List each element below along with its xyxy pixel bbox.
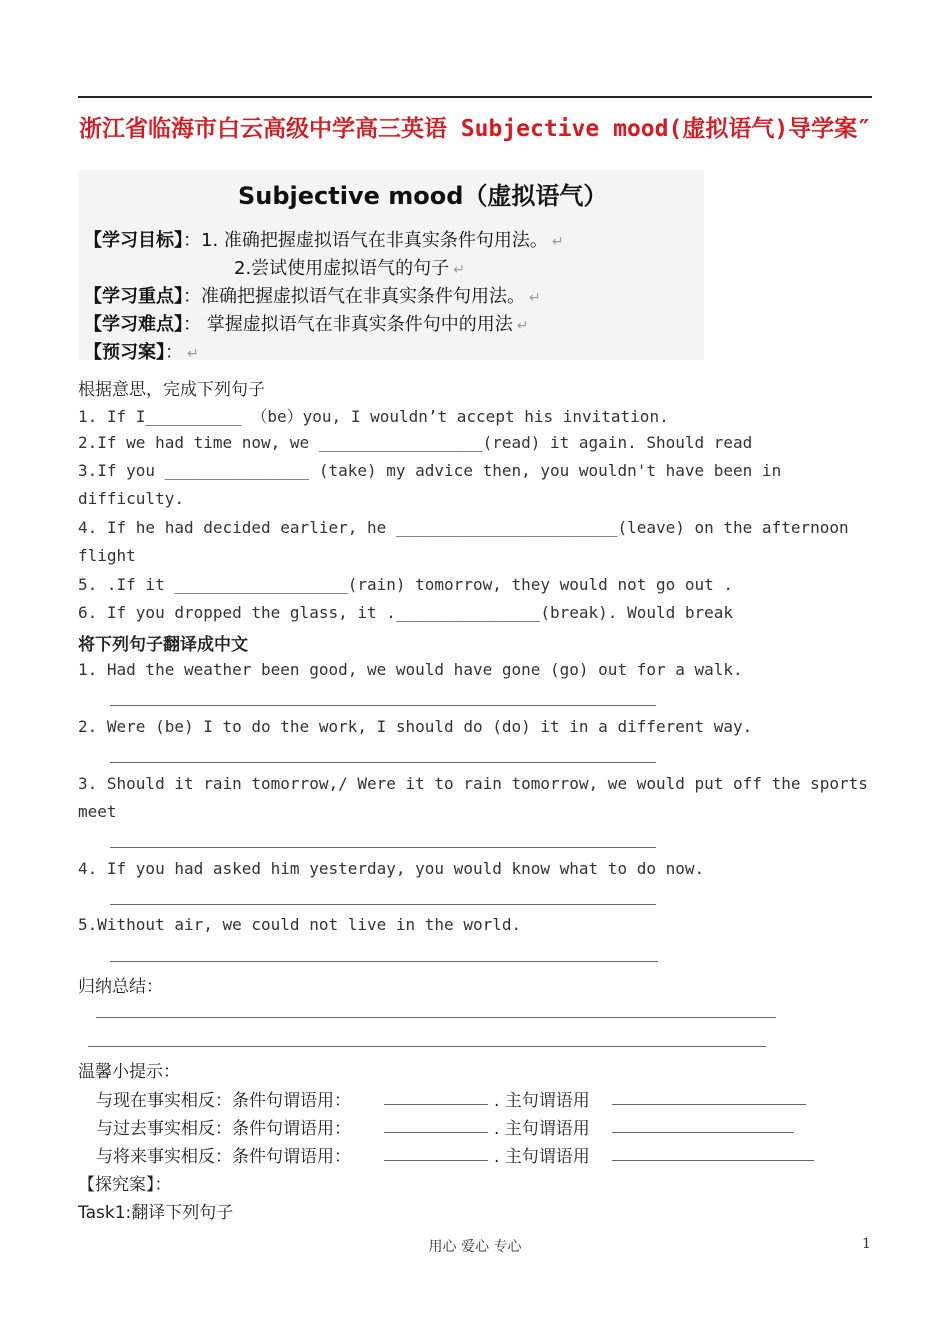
- summary-line: [96, 1017, 776, 1018]
- blank-line: [612, 1132, 794, 1133]
- blank-line: [384, 1160, 488, 1161]
- return-mark-icon: ↵: [516, 318, 529, 334]
- document-title: 浙江省临海市白云高级中学高三英语 Subjective mood(虚拟语气)导学案″: [78, 116, 872, 142]
- preview-text: ：: [165, 342, 183, 363]
- section2-title: 将下列句子翻译成中文: [78, 635, 248, 655]
- embedded-objectives-image: [78, 170, 704, 363]
- task1-label: Task1:翻译下列句子: [78, 1203, 234, 1223]
- goal-row-2: [234, 254, 465, 280]
- embedded-heading: Subjective mood（虚拟语气）: [238, 182, 608, 210]
- summary-label: 归纳总结：: [78, 977, 163, 997]
- return-mark-icon: ↵: [551, 234, 564, 250]
- exercise-item-3-cont: difficulty.: [78, 489, 184, 508]
- tip-row-future: [96, 1142, 351, 1167]
- difficulty-row: [84, 310, 528, 336]
- exercise-item-4-cont: flight: [78, 546, 136, 565]
- tip-lead: 与将来事实相反：条件句谓语用：: [96, 1147, 351, 1167]
- translate-item-3-cont: meet: [78, 802, 117, 821]
- answer-line: [110, 762, 656, 763]
- tip-lead: 与过去事实相反：条件句谓语用：: [96, 1119, 351, 1139]
- blank-line: [612, 1104, 806, 1105]
- tip-lead: 与现在事实相反：条件句谓语用：: [96, 1091, 351, 1111]
- blank-line: [612, 1160, 814, 1161]
- goal-row-1: [84, 226, 564, 252]
- exercise-item-2: 2.If we had time now, we _________________(read) it again. Should read: [78, 433, 753, 452]
- section1-title: 根据意思，完成下列句子: [78, 380, 265, 400]
- difficulty-label: 【学习难点】: [84, 314, 183, 335]
- exercise-item-1: 1. If I__________ （be）you, I wouldn’t accept his invitation.: [78, 407, 669, 426]
- exercise-item-4: 4. If he had decided earlier, he _______________________(leave) on the afternoon: [78, 518, 849, 537]
- exercise-item-3: 3.If you _______________ (take) my advice then, you wouldn't have been in: [78, 461, 782, 480]
- blank-line: [384, 1104, 488, 1105]
- difficulty-text: ： 掌握虚拟语气在非真实条件句中的用法: [183, 314, 513, 335]
- answer-line: [110, 705, 656, 706]
- explore-label: 【探究案】：: [78, 1175, 172, 1195]
- tip-row-past: [96, 1114, 351, 1139]
- preview-row: [84, 338, 199, 364]
- preview-label: 【预习案】: [84, 342, 165, 363]
- translate-item-4: 4. If you had asked him yesterday, you would know what to do now.: [78, 859, 705, 878]
- goal-text-1: ：1. 准确把握虚拟语气在非真实条件句用法。: [183, 230, 548, 251]
- translate-item-1: 1. Had the weather been good, we would have gone (go) out for a walk.: [78, 660, 743, 679]
- page-footer: 用心 爱心 专心: [428, 1239, 522, 1255]
- return-mark-icon: ↵: [529, 290, 541, 306]
- focus-text: ：准确把握虚拟语气在非真实条件句用法。: [183, 286, 525, 307]
- return-mark-icon: ↵: [187, 346, 199, 362]
- answer-line: [110, 961, 658, 962]
- tips-label: 温馨小提示：: [78, 1062, 180, 1082]
- exercise-item-6: 6. If you dropped the glass, it ._______________(break). Would break: [78, 603, 734, 622]
- translate-item-3: 3. Should it rain tomorrow,/ Were it to rain tomorrow, we would put off the sports: [78, 774, 868, 793]
- answer-line: [110, 847, 656, 848]
- tip-mid: . 主句谓语用: [494, 1091, 590, 1111]
- header-rule: [78, 96, 872, 98]
- focus-row: [84, 282, 541, 308]
- goal-text-2: 2.尝试使用虚拟语气的句子: [234, 258, 450, 279]
- tip-row-present: [96, 1086, 351, 1111]
- tip-mid: . 主句谓语用: [494, 1119, 590, 1139]
- blank-line: [384, 1132, 488, 1133]
- summary-line: [88, 1046, 766, 1047]
- answer-line: [110, 904, 656, 905]
- translate-item-2: 2. Were (be) I to do the work, I should do (do) it in a different way.: [78, 717, 753, 736]
- return-mark-icon: ↵: [453, 262, 465, 278]
- tip-mid: . 主句谓语用: [494, 1147, 590, 1167]
- goal-label: 【学习目标】: [84, 230, 183, 251]
- exercise-item-5: 5. .If it __________________(rain) tomorrow, they would not go out .: [78, 575, 734, 594]
- focus-label: 【学习重点】: [84, 286, 183, 307]
- page-number: 1: [862, 1236, 871, 1252]
- translate-item-5: 5.Without air, we could not live in the world.: [78, 915, 522, 934]
